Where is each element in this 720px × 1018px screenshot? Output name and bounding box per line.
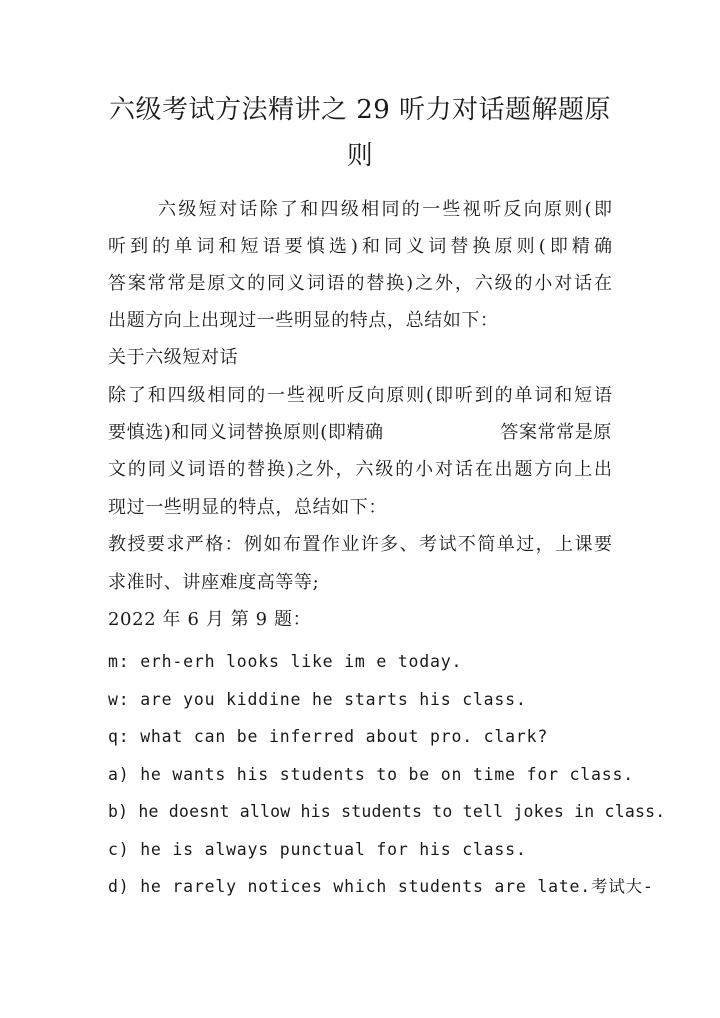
- dialogue-line: m: erh-erh looks like im e today.: [108, 652, 463, 671]
- paragraph-2-line-split: [108, 419, 612, 447]
- answer-option: d) he rarely notices which students are late.考试大-: [108, 877, 654, 896]
- document-title-line-2: 则: [346, 141, 374, 171]
- dialogue-line: q: what can be inferred about pro. clark?: [108, 727, 549, 746]
- paragraph-3-line: 教授要求严格：例如布置作业许多、考试不简单过，上课要: [108, 534, 612, 555]
- paragraph-2-line: 现过一些明显的特点，总结如下：: [108, 497, 387, 518]
- answer-option: b) he doesnt allow his students to tell jokes in class.: [108, 802, 666, 821]
- document-title-line-1: 六级考试方法精讲之 29 听力对话题解题原: [108, 95, 612, 125]
- paragraph-2-line: 文的同义词语的替换)之外，六级的小对话在出题方向上出: [108, 459, 612, 480]
- paragraph-1-line: 出题方向上出现过一些明显的特点，总结如下：: [108, 310, 499, 331]
- paragraph-1-line: 六级短对话除了和四级相同的一些视听反向原则(即: [158, 199, 612, 220]
- paragraph-1-line: 答案常常是原文的同义词语的替换)之外，六级的小对话在: [108, 273, 612, 294]
- paragraph-2-line-left: 要慎选)和同义词替换原则(即精确: [108, 422, 384, 443]
- paragraph-2-line: 除了和四级相同的一些视听反向原则(即听到的单词和短语: [108, 385, 612, 406]
- answer-option: c) he is always punctual for his class.: [108, 840, 527, 859]
- answer-option: a) he wants his students to be on time for class.: [108, 765, 634, 784]
- paragraph-1-line: 听到的单词和短语要慎选)和同义词替换原则(即精确: [108, 236, 612, 257]
- paragraph-2-line-right: 答案常常是原: [500, 422, 612, 443]
- paragraph-3-line: 求准时、讲座难度高等等;: [108, 572, 320, 593]
- exam-reference: 2022 年 6 月 第 9 题：: [108, 609, 312, 630]
- section-heading: 关于六级短对话: [108, 347, 239, 368]
- dialogue-line: w: are you kiddine he starts his class.: [108, 690, 527, 709]
